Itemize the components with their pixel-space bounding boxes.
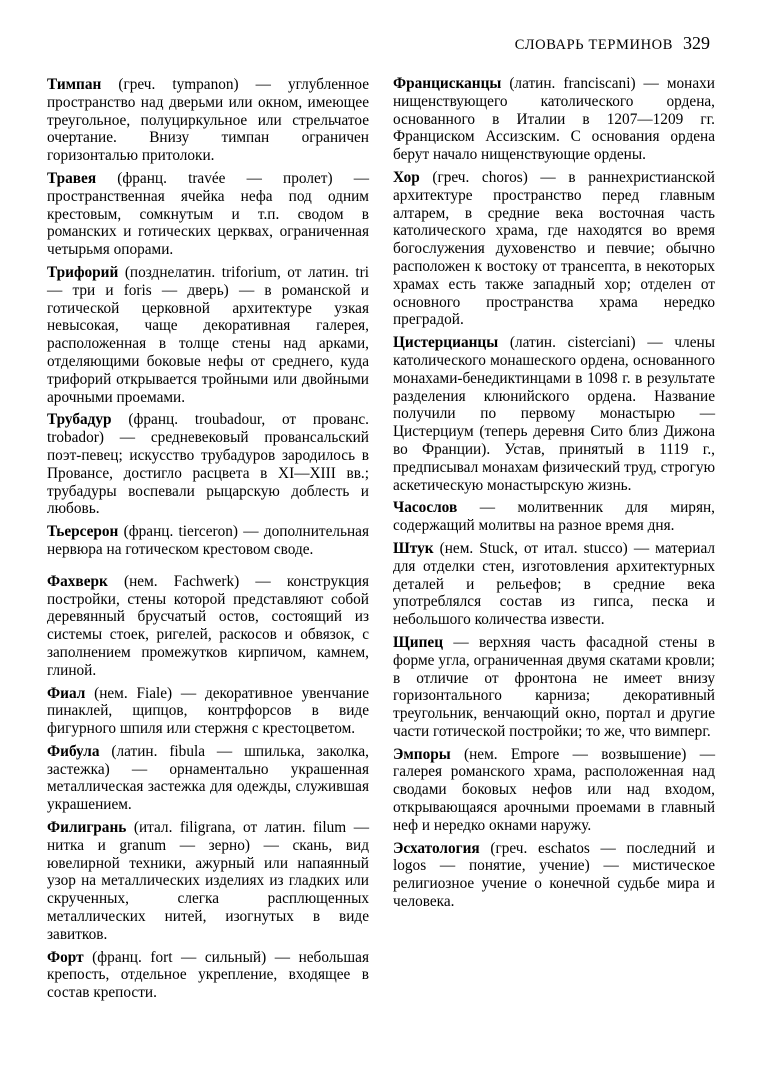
glossary-entry bbox=[47, 264, 369, 406]
entry-definition: (франц. fort — сильный) — небольшая крепость, отдельное укрепление, входящее в состав крепости. bbox=[47, 948, 369, 1002]
glossary-entry bbox=[47, 949, 369, 1002]
entry-definition: — верхняя часть фасадной стены в форме угла, ограниченная двумя скатами кровли; в отличие от фронтона не имеет внизу горизонтального карниза; декоративный треугольник, венчающий окно, портал и другие части готической постройки; то же, что вимперг. bbox=[393, 633, 715, 740]
entry-term: Трифорий bbox=[47, 263, 119, 281]
page-number: 329 bbox=[683, 33, 710, 53]
glossary-entry bbox=[47, 523, 369, 559]
right-column bbox=[393, 75, 715, 916]
entry-definition: (греч. tympanon) — углубленное пространство над дверьми или окном, имеющее треугольное, полуциркульное или стрельчатое очертание. Внизу тимпан ограничен горизонталью притолоки. bbox=[47, 76, 369, 165]
entry-term: Тьерсерон bbox=[47, 523, 119, 541]
glossary-entry bbox=[393, 499, 715, 535]
glossary-entry bbox=[47, 819, 369, 944]
entry-term: Эмпоры bbox=[393, 745, 451, 763]
entry-term: Францисканцы bbox=[393, 75, 502, 92]
entry-definition: (нем. Fachwerk) — конструкция постройки, стены которой представляют собой деревянный брусчатый остов, состоящий из системы стоек, ригелей, раскосов и обвязок, с заполнением промежутков кирпичом, камнем, глиной. bbox=[47, 572, 369, 679]
entry-term: Цистерцианцы bbox=[393, 334, 499, 352]
entry-definition: (нем. Stuck, от итал. stucco) — материал для отделки стен, изготовления архитектурных деталей и рельефов; в средние века употреблялся состав из гипса, песка и небольшого количества извести. bbox=[393, 539, 715, 629]
entry-term: Фиал bbox=[47, 684, 86, 702]
glossary-entry bbox=[47, 411, 369, 518]
entry-definition: (латин. franciscani) — монахи нищенствующего католического ордена, основанного в Италии в 1207—1209 гг. Франциском Ассизским. С основания ордена берут начало нищенствующие ордены. bbox=[393, 75, 715, 164]
entry-definition: (греч. eschatos — последний и logos — понятие, учение) — мистическое религиозное учение о конечной судьбе мира и человека. bbox=[393, 839, 715, 911]
entry-definition: (франц. troubadour, от прованс. trobador) — средневековый провансальский поэт-певец; искусство трубадуров зародилось в Провансе, достигло расцвета в XI—XIII вв.; трубадуры воспевали рыцарскую доблесть и любовь. bbox=[47, 411, 369, 518]
entry-definition: (греч. choros) — в раннехристианской архитектуре пространство перед главным алтарем, в средние века восточная часть католического храма, где находятся во время богослужения духовенство и певчие; обычно расположен к востоку от трансепта, в некоторых храмах есть также западный хор; отделен от основного пространства храма нередко преградой. bbox=[393, 168, 715, 329]
glossary-entry bbox=[393, 75, 715, 164]
entry-definition: (франц. travée — пролет) — пространственная ячейка нефа под одним крестовым, сомкнутым и т.п. сводом в романских и готических церквах, ограниченная четырьмя опорами. bbox=[47, 169, 369, 259]
glossary-entry bbox=[47, 573, 369, 680]
glossary-entry bbox=[47, 685, 369, 738]
entry-definition: (франц. tierceron) — дополнительная нервюра на готическом крестовом своде. bbox=[47, 523, 369, 558]
running-title: СЛОВАРЬ ТЕРМИНОВ bbox=[514, 37, 673, 53]
glossary-entry bbox=[47, 170, 369, 259]
entry-term: Хор bbox=[393, 168, 420, 186]
glossary-entry bbox=[393, 540, 715, 629]
entry-definition: (латин. cisterciani) — члены католического монашеского ордена, основанного монахами-бенедиктинцами в 1098 г. в результате разделения клюнийского ордена. Название получили по первому монастырю — Цистерциум (теперь деревня Сито близ Дижона во Франции). Устав, принятый в 1119 г., предписывал монахам физический труд, строгую аскетическую монастырскую жизнь. bbox=[393, 334, 715, 494]
entry-definition: (итал. filigrana, от латин. filum — нитка и granum — зерно) — скань, вид ювелирной техники, ажурный или напаянный узор на металлических изделиях из гладких или скрученных, слегка расплющенных металлических нитей, изогнутых в виде завитков. bbox=[47, 819, 369, 943]
entry-term: Травея bbox=[47, 169, 97, 187]
glossary-entry bbox=[393, 840, 715, 911]
entry-term: Часослов bbox=[393, 499, 458, 517]
entry-term: Эсхатология bbox=[393, 839, 480, 857]
entry-definition: (нем. Empore — возвышение) — галерея романского храма, расположенная над сводами боковых нефов или над входом, открывающаяся арочными проемами в главный неф и нередко окнами наружу. bbox=[393, 745, 715, 834]
glossary-entry bbox=[47, 743, 369, 814]
running-head bbox=[515, 33, 710, 54]
entry-definition: (латин. fibula — шпилька, заколка, застежка) — орнаментально украшенная металлическая застежка для одежды, служившая украшением. bbox=[47, 742, 369, 814]
entry-definition: — молитвенник для мирян, содержащий молитвы на разное время дня. bbox=[393, 499, 715, 535]
glossary-entry bbox=[393, 746, 715, 835]
entry-term: Фахверк bbox=[47, 572, 108, 590]
entry-term: Тимпан bbox=[47, 76, 102, 93]
glossary-entry bbox=[393, 634, 715, 741]
glossary-entry bbox=[393, 169, 715, 329]
entry-term: Щипец bbox=[393, 633, 444, 651]
entry-term: Штук bbox=[393, 539, 434, 557]
left-column bbox=[47, 76, 369, 1007]
glossary-entry bbox=[47, 76, 369, 165]
entry-definition: (позднелатин. triforium, от латин. tri — три и foris — дверь) — в романской и готической церковной архитектуре узкая невысокая, чаще декоративная галерея, расположенная в толще стены над арками, отделяющими боковые нефы от среднего, куда трифорий открывается тройными или двойными арочными проемами. bbox=[47, 263, 369, 406]
entry-term: Форт bbox=[47, 948, 84, 966]
entry-definition: (нем. Fiale) — декоративное увенчание пинаклей, щипцов, контрфорсов в виде фигурного шпиля или стержня с крестоцветом. bbox=[47, 684, 369, 738]
glossary-entry bbox=[393, 334, 715, 494]
entry-term: Филигрань bbox=[47, 819, 127, 837]
entry-term: Трубадур bbox=[47, 411, 112, 429]
entry-term: Фибула bbox=[47, 742, 100, 760]
